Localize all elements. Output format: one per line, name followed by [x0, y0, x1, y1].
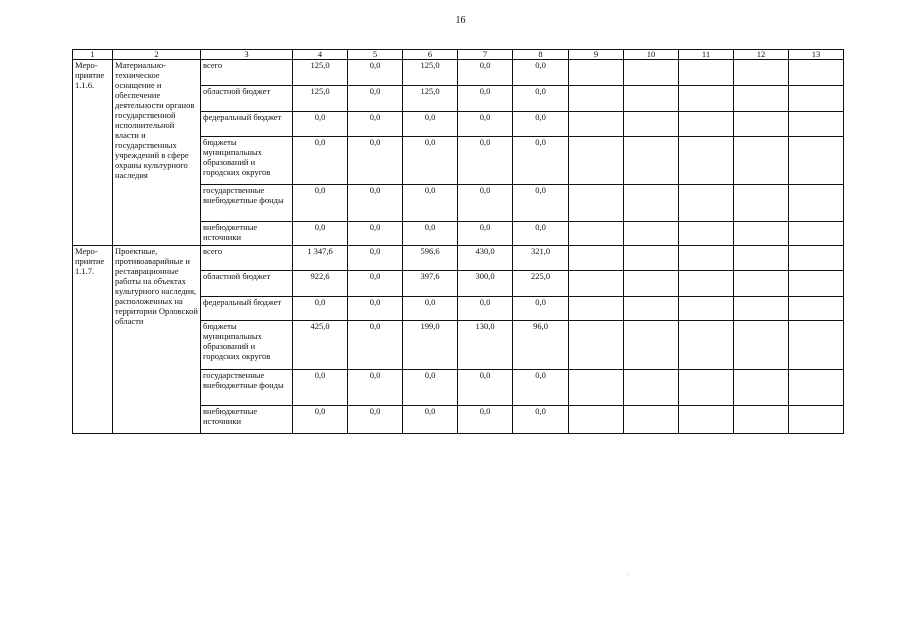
- description-cell: Материально-техническое оснащение и обеспечение деятельности органов государственной исполнительной власти и государственных учреждений в сфере охраны культурного наследия: [113, 60, 201, 246]
- value-cell: 0,0: [293, 137, 348, 185]
- value-cell: 125,0: [403, 60, 458, 86]
- empty-cell: [569, 185, 624, 222]
- empty-cell: [734, 406, 789, 434]
- funding-source-cell: государственные внебюджетные фонды: [201, 185, 293, 222]
- table-row: [73, 60, 844, 86]
- empty-cell: [569, 297, 624, 321]
- col-header: 5: [348, 50, 403, 60]
- scan-speck: [627, 574, 628, 575]
- page-number: 16: [455, 15, 466, 26]
- empty-cell: [624, 297, 679, 321]
- value-cell: 0,0: [293, 297, 348, 321]
- value-cell: 425,0: [293, 321, 348, 370]
- value-cell: 0,0: [458, 137, 513, 185]
- value-cell: 0,0: [348, 370, 403, 406]
- value-cell: 199,0: [403, 321, 458, 370]
- value-cell: 0,0: [513, 112, 569, 137]
- value-cell: 96,0: [513, 321, 569, 370]
- empty-cell: [569, 86, 624, 112]
- value-cell: 0,0: [293, 185, 348, 222]
- empty-cell: [679, 370, 734, 406]
- empty-cell: [679, 222, 734, 246]
- empty-cell: [734, 297, 789, 321]
- table-row: [73, 246, 844, 271]
- col-header: 9: [569, 50, 624, 60]
- value-cell: 125,0: [293, 60, 348, 86]
- empty-cell: [734, 185, 789, 222]
- empty-cell: [789, 112, 844, 137]
- empty-cell: [789, 297, 844, 321]
- empty-cell: [624, 370, 679, 406]
- empty-cell: [789, 86, 844, 112]
- empty-cell: [569, 321, 624, 370]
- empty-cell: [679, 297, 734, 321]
- value-cell: 0,0: [458, 297, 513, 321]
- value-cell: 0,0: [513, 137, 569, 185]
- empty-cell: [734, 321, 789, 370]
- col-header: 8: [513, 50, 569, 60]
- value-cell: 0,0: [293, 370, 348, 406]
- value-cell: 0,0: [513, 406, 569, 434]
- funding-source-cell: областной бюджет: [201, 271, 293, 297]
- empty-cell: [569, 60, 624, 86]
- value-cell: 0,0: [348, 321, 403, 370]
- col-header: 10: [624, 50, 679, 60]
- value-cell: 0,0: [348, 185, 403, 222]
- value-cell: 125,0: [293, 86, 348, 112]
- empty-cell: [624, 185, 679, 222]
- empty-cell: [789, 271, 844, 297]
- value-cell: 0,0: [458, 86, 513, 112]
- empty-cell: [679, 246, 734, 271]
- empty-cell: [624, 112, 679, 137]
- col-header: 12: [734, 50, 789, 60]
- empty-cell: [734, 60, 789, 86]
- empty-cell: [734, 112, 789, 137]
- empty-cell: [789, 246, 844, 271]
- table-body: [73, 60, 844, 434]
- funding-source-cell: федеральный бюджет: [201, 112, 293, 137]
- empty-cell: [789, 137, 844, 185]
- funding-source-cell: государственные внебюджетные фонды: [201, 370, 293, 406]
- col-header: 6: [403, 50, 458, 60]
- empty-cell: [569, 112, 624, 137]
- col-header: 2: [113, 50, 201, 60]
- empty-cell: [679, 60, 734, 86]
- empty-cell: [624, 137, 679, 185]
- value-cell: 596,6: [403, 246, 458, 271]
- funding-source-cell: всего: [201, 60, 293, 86]
- value-cell: 0,0: [348, 406, 403, 434]
- measure-cell: Меро-приятие 1.1.6.: [73, 60, 113, 246]
- value-cell: 430,0: [458, 246, 513, 271]
- empty-cell: [569, 246, 624, 271]
- empty-cell: [679, 406, 734, 434]
- funding-source-cell: всего: [201, 246, 293, 271]
- value-cell: 1 347,6: [293, 246, 348, 271]
- empty-cell: [624, 271, 679, 297]
- value-cell: 0,0: [403, 137, 458, 185]
- value-cell: 0,0: [513, 370, 569, 406]
- empty-cell: [734, 246, 789, 271]
- value-cell: 130,0: [458, 321, 513, 370]
- empty-cell: [624, 321, 679, 370]
- empty-cell: [734, 86, 789, 112]
- empty-cell: [789, 60, 844, 86]
- empty-cell: [679, 185, 734, 222]
- empty-cell: [789, 321, 844, 370]
- value-cell: 0,0: [348, 86, 403, 112]
- value-cell: 0,0: [348, 271, 403, 297]
- col-header: 3: [201, 50, 293, 60]
- col-header: 11: [679, 50, 734, 60]
- empty-cell: [789, 406, 844, 434]
- empty-cell: [569, 406, 624, 434]
- value-cell: 321,0: [513, 246, 569, 271]
- empty-cell: [789, 222, 844, 246]
- col-header: 1: [73, 50, 113, 60]
- empty-cell: [679, 321, 734, 370]
- empty-cell: [734, 271, 789, 297]
- funding-source-cell: внебюджетные источники: [201, 406, 293, 434]
- empty-cell: [569, 370, 624, 406]
- value-cell: 0,0: [513, 222, 569, 246]
- empty-cell: [789, 370, 844, 406]
- value-cell: 0,0: [513, 60, 569, 86]
- value-cell: 125,0: [403, 86, 458, 112]
- value-cell: 0,0: [348, 137, 403, 185]
- value-cell: 0,0: [513, 297, 569, 321]
- value-cell: 0,0: [403, 112, 458, 137]
- empty-cell: [624, 246, 679, 271]
- col-header: 4: [293, 50, 348, 60]
- col-header: 7: [458, 50, 513, 60]
- empty-cell: [679, 86, 734, 112]
- value-cell: 0,0: [348, 60, 403, 86]
- empty-cell: [624, 60, 679, 86]
- header-row: [73, 50, 844, 60]
- value-cell: 397,6: [403, 271, 458, 297]
- value-cell: 0,0: [293, 222, 348, 246]
- value-cell: 0,0: [458, 370, 513, 406]
- value-cell: 0,0: [348, 246, 403, 271]
- value-cell: 0,0: [513, 86, 569, 112]
- empty-cell: [789, 185, 844, 222]
- funding-source-cell: внебюджетные источники: [201, 222, 293, 246]
- funding-source-cell: бюджеты муниципальных образований и городских округов: [201, 137, 293, 185]
- value-cell: 0,0: [458, 185, 513, 222]
- col-header: 13: [789, 50, 844, 60]
- value-cell: 922,6: [293, 271, 348, 297]
- empty-cell: [569, 271, 624, 297]
- description-cell: Проектные, противоаварийные и реставрационные работы на объектах культурного наследия, расположенных на территории Орловской области: [113, 246, 201, 434]
- empty-cell: [679, 112, 734, 137]
- empty-cell: [734, 222, 789, 246]
- value-cell: 0,0: [403, 222, 458, 246]
- funding-source-cell: бюджеты муниципальных образований и городских округов: [201, 321, 293, 370]
- value-cell: 0,0: [403, 370, 458, 406]
- value-cell: 0,0: [348, 297, 403, 321]
- empty-cell: [679, 271, 734, 297]
- value-cell: 0,0: [403, 185, 458, 222]
- budget-table: [72, 49, 844, 434]
- value-cell: 0,0: [348, 222, 403, 246]
- empty-cell: [569, 137, 624, 185]
- empty-cell: [569, 222, 624, 246]
- value-cell: 0,0: [513, 185, 569, 222]
- funding-source-cell: федеральный бюджет: [201, 297, 293, 321]
- empty-cell: [624, 222, 679, 246]
- value-cell: 0,0: [458, 112, 513, 137]
- funding-source-cell: областной бюджет: [201, 86, 293, 112]
- value-cell: 0,0: [348, 112, 403, 137]
- value-cell: 0,0: [458, 60, 513, 86]
- measure-cell: Меро-приятие 1.1.7.: [73, 246, 113, 434]
- value-cell: 0,0: [458, 222, 513, 246]
- value-cell: 0,0: [403, 406, 458, 434]
- value-cell: 225,0: [513, 271, 569, 297]
- empty-cell: [624, 86, 679, 112]
- empty-cell: [624, 406, 679, 434]
- empty-cell: [734, 137, 789, 185]
- value-cell: 0,0: [458, 406, 513, 434]
- empty-cell: [679, 137, 734, 185]
- value-cell: 300,0: [458, 271, 513, 297]
- value-cell: 0,0: [403, 297, 458, 321]
- value-cell: 0,0: [293, 406, 348, 434]
- empty-cell: [734, 370, 789, 406]
- value-cell: 0,0: [293, 112, 348, 137]
